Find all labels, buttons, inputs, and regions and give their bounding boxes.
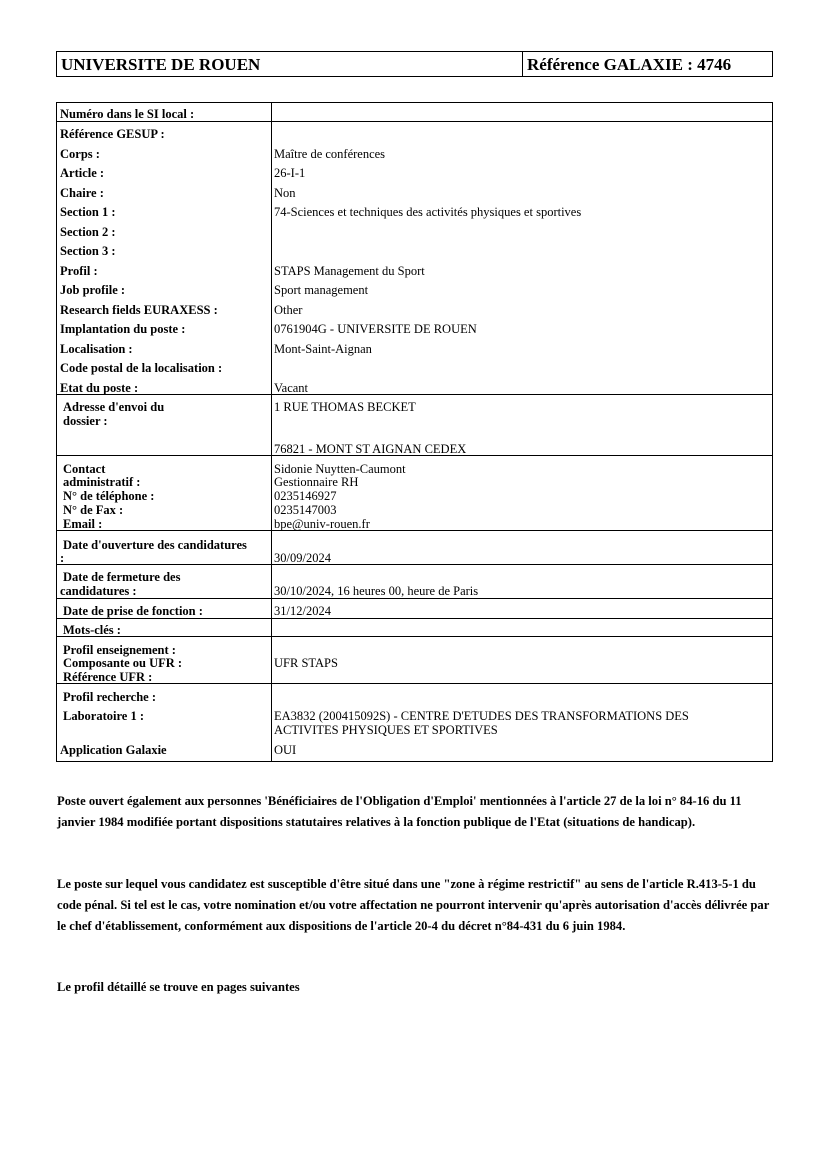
email-label: Email : (63, 517, 103, 531)
row-divider (57, 598, 772, 599)
contact-admin-label: administratif : (63, 475, 141, 489)
row-divider (57, 394, 772, 395)
fermeture-label-line1: Date de fermeture des (63, 570, 181, 584)
adresse-value-line1: 1 RUE THOMAS BECKET (274, 400, 416, 414)
article-label: Article : (60, 166, 105, 180)
laboratoire-value-line1: EA3832 (200415092S) - CENTRE D'ETUDES DES TRANSFORMATIONS DES (274, 709, 689, 723)
row-divider (57, 618, 772, 619)
etat-value: Vacant (274, 381, 309, 395)
article-value: 26-I-1 (274, 166, 306, 180)
reference-ufr-label: Référence UFR : (63, 670, 153, 684)
contact-role: Gestionnaire RH (274, 475, 359, 489)
prise-fonction-value: 31/12/2024 (274, 604, 331, 618)
galaxie-label: Application Galaxie (60, 743, 167, 757)
column-divider (271, 103, 272, 761)
contact-label: Contact (63, 462, 106, 476)
section1-value: 74-Sciences et techniques des activités physiques et sportives (274, 205, 582, 219)
zrr-notice-paragraph: Le poste sur lequel vous candidatez est susceptible d'être situé dans une "zone à régime restrictif" au sens de l'article R.413-5-1 du code pénal. Si tel est le cas, votre nomination et/ou votre affectation ne pourront intervenir qu'après autorisation d'accès délivrée par le chef d'établissement, conformément aux dispositions de l'article 20-4 du décret n°84-431 du 6 juin 1984. (57, 877, 770, 933)
fax-label: N° de Fax : (63, 503, 124, 517)
adresse-value-line2: 76821 - MONT ST AIGNAN CEDEX (274, 442, 467, 456)
prise-fonction-label: Date de prise de fonction : (63, 604, 203, 618)
profil-value: STAPS Management du Sport (274, 264, 425, 278)
row-divider (57, 636, 772, 637)
boe-notice-paragraph: Poste ouvert également aux personnes 'Bénéficiaires de l'Obligation d'Emploi' mentionnées à l'article 27 de la loi n° 84-16 du 11 janvier 1984 modifiée portant dispositions statutaires relatives à la fonction publique de l'Etat (situations de handicap). (57, 794, 742, 829)
row-divider (57, 564, 772, 565)
chaire-value: Non (274, 186, 296, 200)
gesup-label: Référence GESUP : (60, 127, 165, 141)
detailed-profile-note: Le profil détaillé se trouve en pages suivantes (57, 980, 300, 994)
university-name: UNIVERSITE DE ROUEN (61, 55, 261, 74)
euraxess-value: Other (274, 303, 303, 317)
localisation-label: Localisation : (60, 342, 133, 356)
adresse-label-line1: Adresse d'envoi du (63, 400, 165, 414)
ouverture-label-line1: Date d'ouverture des candidatures (63, 538, 247, 552)
email-value[interactable]: bpe@univ-rouen.fr (274, 517, 370, 531)
section3-label: Section 3 : (60, 244, 116, 258)
row-divider (57, 530, 772, 531)
fermeture-label-line2: candidatures : (60, 584, 137, 598)
header-box (56, 51, 773, 77)
row-divider (57, 683, 772, 684)
section2-label: Section 2 : (60, 225, 116, 239)
profil-recherche-label: Profil recherche : (63, 690, 157, 704)
contact-name: Sidonie Nuytten-Caumont (274, 462, 406, 476)
telephone-value: 0235146927 (274, 489, 337, 503)
row-divider (57, 121, 772, 122)
laboratoire-value-line2: ACTIVITES PHYSIQUES ET SPORTIVES (274, 723, 498, 737)
corps-label: Corps : (60, 147, 100, 161)
corps-value: Maître de conférences (274, 147, 386, 161)
mots-cles-label: Mots-clés : (63, 623, 121, 637)
etat-label: Etat du poste : (60, 381, 139, 395)
ouverture-value: 30/09/2024 (274, 551, 331, 565)
fermeture-value: 30/10/2024, 16 heures 00, heure de Paris (274, 584, 479, 598)
euraxess-label: Research fields EURAXESS : (60, 303, 218, 317)
chaire-label: Chaire : (60, 186, 104, 200)
section1-label: Section 1 : (60, 205, 116, 219)
header-divider (522, 52, 523, 76)
numero-si-label: Numéro dans le SI local : (60, 107, 195, 121)
fax-value: 0235147003 (274, 503, 337, 517)
telephone-label: N° de téléphone : (63, 489, 155, 503)
composante-label: Composante ou UFR : (63, 656, 183, 670)
composante-value: UFR STAPS (274, 656, 338, 670)
implantation-label: Implantation du poste : (60, 322, 186, 336)
job-details-table (56, 102, 773, 762)
galaxie-value: OUI (274, 743, 297, 757)
job-profile-value: Sport management (274, 283, 369, 297)
laboratoire-label: Laboratoire 1 : (63, 709, 145, 723)
galaxie-reference: Référence GALAXIE : 4746 (527, 55, 732, 74)
profil-label: Profil : (60, 264, 98, 278)
ouverture-label-line2: : (60, 551, 65, 565)
implantation-value: 0761904G - UNIVERSITE DE ROUEN (274, 322, 477, 336)
code-postal-label: Code postal de la localisation : (60, 361, 223, 375)
job-profile-label: Job profile : (60, 283, 126, 297)
localisation-value: Mont-Saint-Aignan (274, 342, 372, 356)
profil-enseignement-label: Profil enseignement : (63, 643, 176, 657)
adresse-label-line2: dossier : (63, 414, 108, 428)
